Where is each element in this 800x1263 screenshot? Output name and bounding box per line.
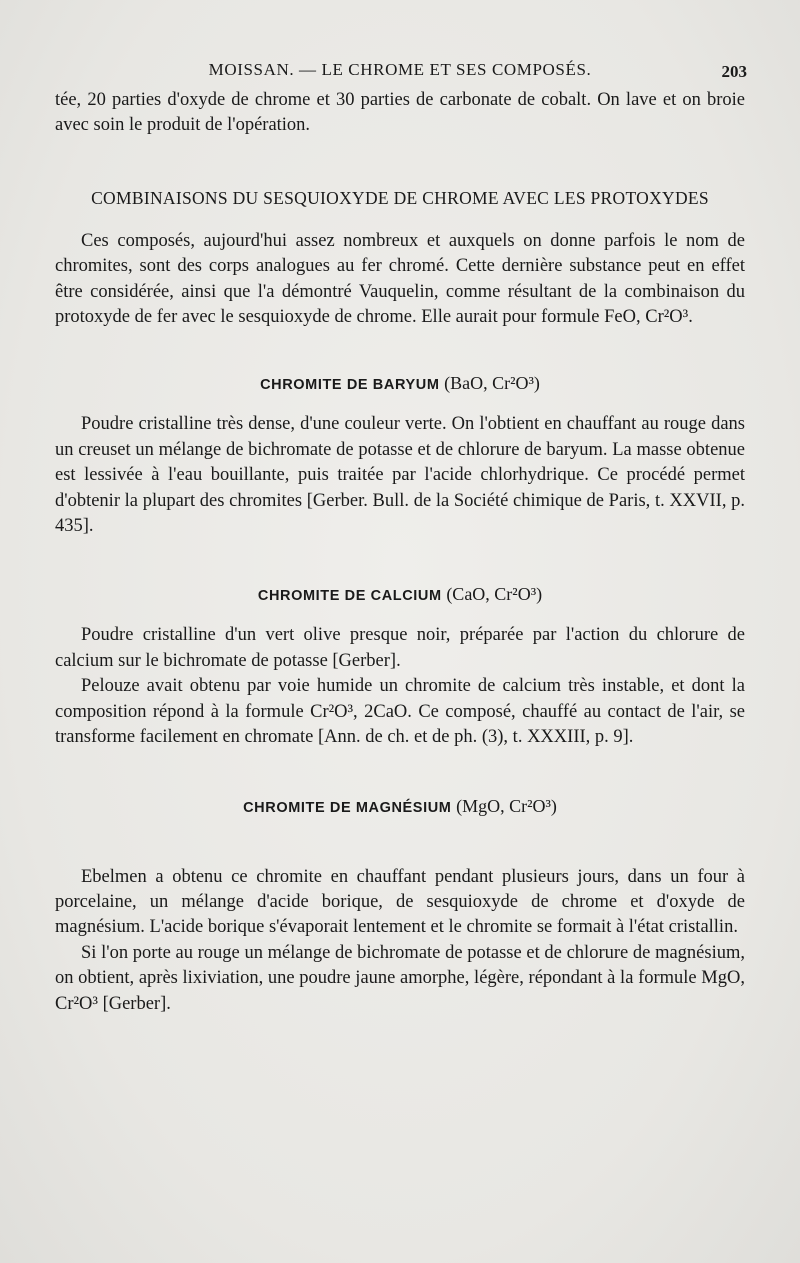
running-head: MOISSAN. — LE CHROME ET SES COMPOSÉS. xyxy=(208,60,592,79)
compound-paragraph: Poudre cristalline d'un vert olive presque noir, préparée par l'action du chlorure de calcium sur le bichromate de potasse [Gerber]. xyxy=(55,625,745,671)
spacer xyxy=(55,751,745,793)
spacer xyxy=(55,211,745,229)
compound-paragraph: Pelouze avait obtenu par voie humide un chromite de calcium très instable, et dont la composition répond à la formule Cr²O³, 2CaO. Ce composé, chauffé au contact de l'air, se transforme facilement en chromate [Ann. de ch. et de ph. (3), t. XXXIII, p. 9]. xyxy=(55,676,745,748)
compound-name: CHROMITE DE BARYUM xyxy=(260,377,440,394)
section-paragraph: Ces composés, aujourd'hui assez nombreux et auxquels on donne parfois le nom de chromites, sont des corps analogues au fer chromé. Cette dernière substance peut en effet être considérée, ainsi que l'a démontré Vauquelin, comme résultant de la combinaison du protoxyde de fer avec le sesquioxyde de chrome. Elle aurait pour formule FeO, Cr²O³. xyxy=(55,230,745,328)
compound-heading-baryum xyxy=(55,370,745,398)
page-header xyxy=(55,60,745,86)
compound-paragraph: Ebelmen a obtenu ce chromite en chauffant pendant plusieurs jours, dans un four à porcelaine, un mélange d'acide borique, de sesquioxyde de chrome et d'oxyde de magnésium. L'acide borique s'évaporait lentement et le chromite se formait à l'état cristallin. xyxy=(55,866,745,938)
spacer xyxy=(55,139,745,185)
page-number: 203 xyxy=(721,62,747,81)
spacer xyxy=(55,539,745,581)
compound-paragraph: Si l'on porte au rouge un mélange de bichromate de potasse et de chlorure de magnésium, on obtient, après lixiviation, une poudre jaune amorphe, légère, répondant à la formule MgO, Cr²O³ [Gerber]. xyxy=(55,942,745,1014)
compound-formula: (MgO, Cr²O³) xyxy=(456,795,557,816)
compound-formula: (BaO, Cr²O³) xyxy=(444,373,540,394)
spacer xyxy=(55,609,745,623)
spacer xyxy=(55,330,745,370)
compound-paragraph: Poudre cristalline très dense, d'une couleur verte. On l'obtient en chauffant au rouge dans un creuset un mélange de bichromate de potasse et de chlorure de baryum. La masse obtenue est lessivée à l'eau bouillante, puis traitée par l'acide chlorhydrique. Ce procédé permet d'obtenir la plupart des chromites [Gerber. Bull. de la Société chimique de Paris, t. XXVII, p. 435]. xyxy=(55,414,745,537)
page-body xyxy=(55,88,745,1017)
compound-heading-calcium xyxy=(55,581,745,609)
spacer xyxy=(55,821,745,865)
section-title: COMBINAISONS DU SESQUIOXYDE DE CHROME AVEC LES PROTOXYDES xyxy=(91,187,709,208)
compound-name: CHROMITE DE MAGNÉSIUM xyxy=(243,799,452,816)
compound-heading-magnesium xyxy=(55,793,745,821)
intro-paragraph: tée, 20 parties d'oxyde de chrome et 30 parties de carbonate de cobalt. On lave et on broie avec soin le produit de l'opération. xyxy=(55,90,745,136)
spacer xyxy=(55,398,745,412)
compound-name: CHROMITE DE CALCIUM xyxy=(257,588,442,605)
compound-formula: (CaO, Cr²O³) xyxy=(446,584,543,605)
